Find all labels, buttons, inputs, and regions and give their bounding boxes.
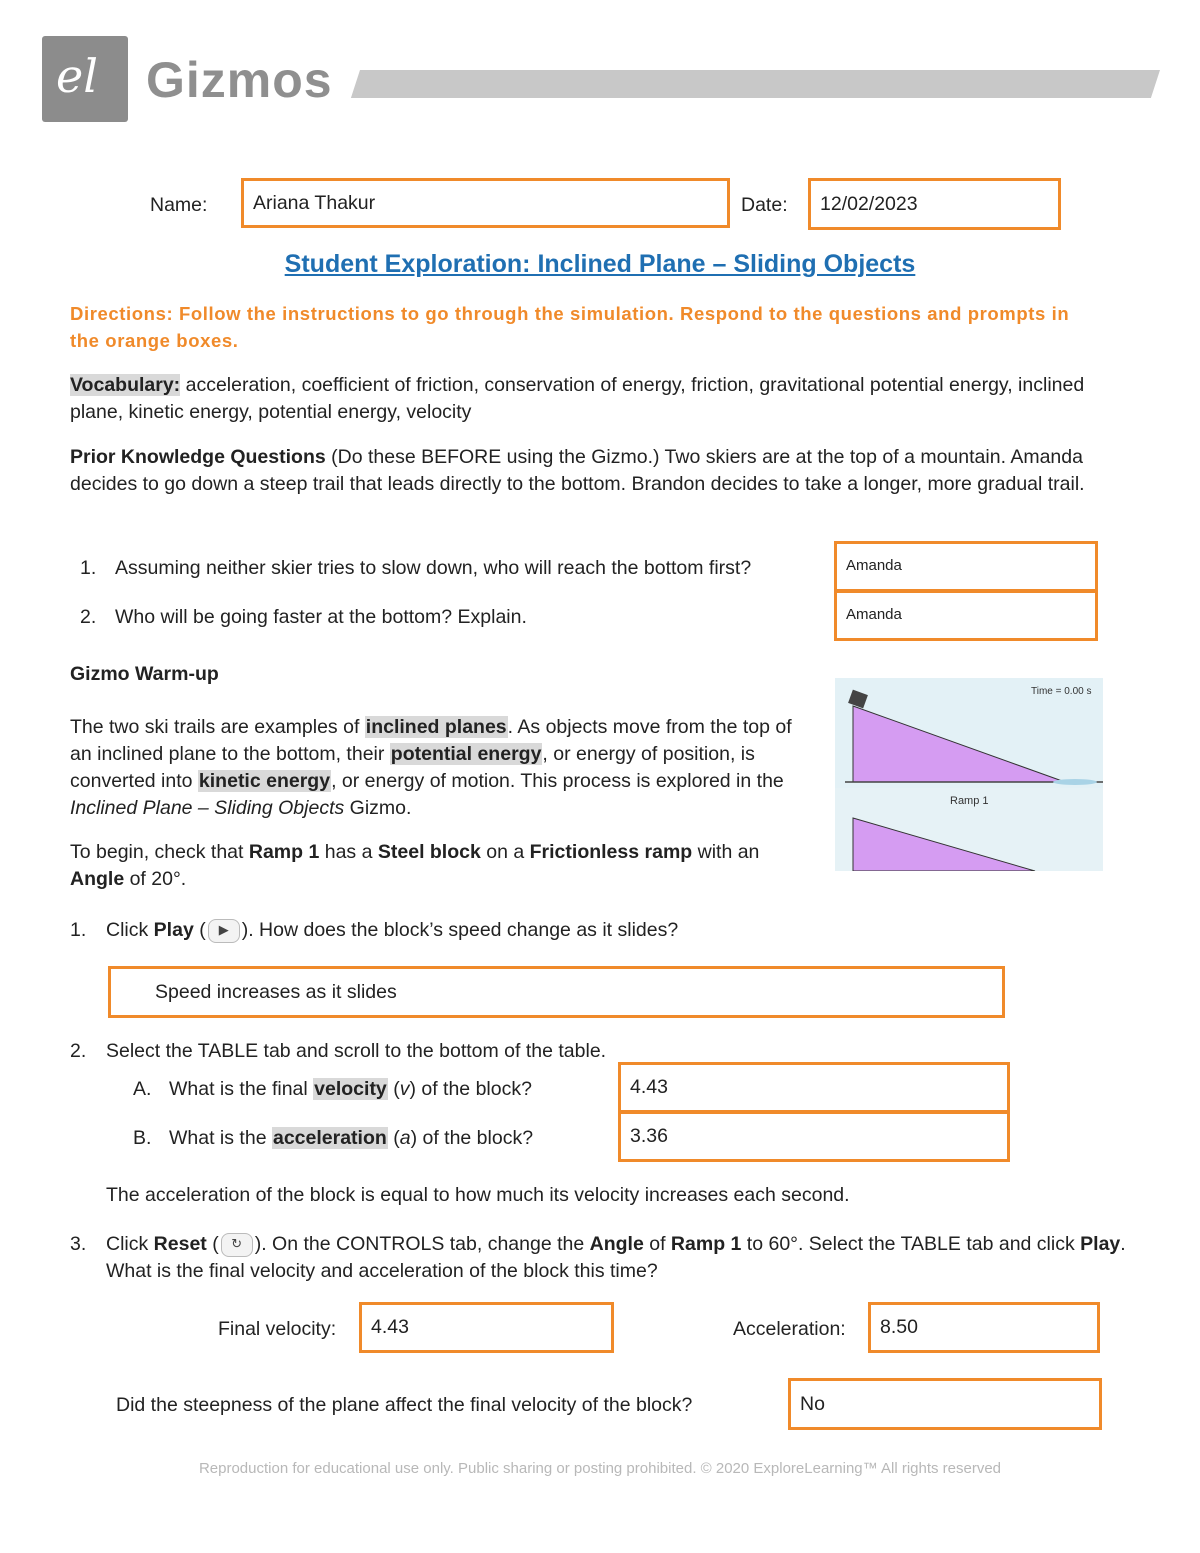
q1-number: 1. [70, 919, 87, 941]
q2-text: Select the TABLE tab and scroll to the bottom of the table. [106, 1040, 607, 1062]
date-label: Date: [741, 194, 788, 216]
warmup-text: . As objects move from the top of an inclined plane to the bottom, their [70, 716, 792, 765]
sim-ramp-label: Ramp 1 [950, 795, 989, 807]
vocabulary-text: acceleration, coefficient of friction, conservation of energy, friction, gravitational potential energy, inclined plane, kinetic energy, potential energy, velocity [70, 374, 1085, 423]
warmup-paragraph-1 [70, 714, 800, 822]
q2b-number: B. [133, 1127, 152, 1149]
steepness-question: Did the steepness of the plane affect the final velocity of the block? [116, 1394, 693, 1416]
steepness-answer[interactable]: No [788, 1378, 1102, 1430]
q2-note: The acceleration of the block is equal to how much its velocity increases each second. [106, 1184, 850, 1206]
reset-term: Reset [153, 1233, 207, 1255]
term-inclined-planes: inclined planes [365, 716, 507, 738]
q3-text-part: ( [206, 1233, 219, 1255]
warmup-heading: Gizmo Warm-up [70, 663, 219, 685]
final-velocity-label: Final velocity: [218, 1318, 337, 1340]
angle-term: Angle [70, 868, 125, 890]
q2a-number: A. [133, 1078, 152, 1100]
date-field[interactable]: 12/02/2023 [808, 178, 1061, 230]
steel-block-term: Steel block [377, 841, 481, 863]
simulation-screenshot [835, 678, 1103, 871]
warmup-text: The two ski trails are examples of [70, 716, 365, 738]
q2-number: 2. [70, 1040, 87, 1062]
q3-text-part: Click [106, 1233, 154, 1255]
play-term: Play [1080, 1233, 1121, 1255]
ramp1-term: Ramp 1 [670, 1233, 742, 1255]
warmup-text: of 20°. [124, 868, 187, 890]
q2a-text-part: ( [387, 1078, 400, 1100]
sim-time-readout: Time = 0.00 s [1031, 686, 1092, 697]
variable-a: a [399, 1127, 411, 1149]
header-bar [351, 70, 1160, 98]
q2b-text-part: ) of the block? [410, 1127, 534, 1149]
warmup-text: To begin, check that [70, 841, 249, 863]
q1-text-part: Click [106, 919, 154, 941]
prior-q1-answer[interactable]: Amanda [834, 541, 1098, 592]
play-icon: ▶ [208, 919, 240, 943]
q2a-text-part: ) of the block? [409, 1078, 532, 1100]
angle-term: Angle [589, 1233, 644, 1255]
warmup-text: with an [692, 841, 760, 863]
warmup-text: , or energy of motion. This process is explored in the [331, 770, 784, 792]
warmup-text: on a [480, 841, 530, 863]
name-label: Name: [150, 194, 208, 216]
footer-notice: Reproduction for educational use only. Public sharing or posting prohibited. © 2020 ExploreLearning™ All rights reserved [198, 1460, 1002, 1477]
q2b-text [169, 1125, 533, 1151]
ramp1-term: Ramp 1 [248, 841, 320, 863]
q3-text-part: ). On the CONTROLS tab, change the [254, 1233, 590, 1255]
warmup-paragraph-2 [70, 839, 790, 893]
q2b-answer[interactable]: 3.36 [618, 1111, 1010, 1162]
q3-text-part: to 60°. Select the TABLE tab and click [741, 1233, 1081, 1255]
warmup-text: Gizmo. [344, 797, 412, 819]
reset-icon: ↻ [221, 1233, 253, 1257]
q1-text [106, 917, 678, 943]
acceleration-answer[interactable]: 8.50 [868, 1302, 1100, 1353]
prior-q1-text: Assuming neither skier tries to slow down, who will reach the bottom first? [115, 557, 752, 579]
q3-text [106, 1231, 1136, 1285]
play-term: Play [153, 919, 194, 941]
warmup-text: has a [319, 841, 378, 863]
prior-q2-text: Who will be going faster at the bottom? Explain. [115, 606, 527, 628]
variable-v: v [399, 1078, 410, 1100]
vocabulary [70, 372, 1130, 426]
term-acceleration: acceleration [272, 1127, 387, 1149]
term-velocity: velocity [314, 1078, 387, 1100]
gizmo-name: Inclined Plane – Sliding Objects [70, 797, 345, 819]
acceleration-label: Acceleration: [733, 1318, 846, 1340]
directions: Directions: Follow the instructions to go through the simulation. Respond to the questions and prompts in the orange boxes. [70, 303, 1070, 351]
q2a-answer[interactable]: 4.43 [618, 1062, 1010, 1113]
term-potential-energy: potential energy [390, 743, 542, 765]
prior-text: (Do these BEFORE using the Gizmo.) Two skiers are at the top of a mountain. Amanda decides to go down a steep trail that leads directly to the bottom. Brandon decides to take a longer, more gradual trail. [70, 446, 1085, 495]
q2a-text [169, 1076, 532, 1102]
q3-text-part: . What is the final velocity and acceleration of the block this time? [106, 1233, 1126, 1282]
ramp-illustration [835, 678, 1103, 871]
q2b-text-part: What is the [169, 1127, 272, 1149]
prior-q2-answer[interactable]: Amanda [834, 590, 1098, 641]
q1-text-part: ). How does the block’s speed change as it slides? [241, 919, 679, 941]
q3-number: 3. [70, 1233, 87, 1255]
name-field[interactable]: Ariana Thakur [241, 178, 730, 228]
frictionless-ramp-term: Frictionless ramp [529, 841, 693, 863]
prior-q2-number: 2. [80, 606, 97, 628]
prior-knowledge [70, 444, 1130, 498]
prior-label: Prior Knowledge Questions [70, 446, 326, 468]
logo-glyph: el [56, 49, 98, 103]
q2b-text-part: ( [387, 1127, 400, 1149]
q3-text-part: of [643, 1233, 671, 1255]
q1-answer[interactable]: Speed increases as it slides [108, 966, 1005, 1018]
vocabulary-label: Vocabulary: [70, 374, 181, 396]
final-velocity-answer[interactable]: 4.43 [359, 1302, 614, 1353]
prior-q1-number: 1. [80, 557, 97, 579]
brand-name: Gizmos [146, 52, 333, 108]
term-kinetic-energy: kinetic energy [198, 770, 331, 792]
q2a-text-part: What is the final [169, 1078, 314, 1100]
q1-text-part: ( [193, 919, 206, 941]
explorelearning-logo [42, 36, 128, 122]
warmup-text: , or energy of position, is converted into [70, 743, 755, 792]
page-title: Student Exploration: Inclined Plane – Sliding Objects [284, 250, 916, 278]
